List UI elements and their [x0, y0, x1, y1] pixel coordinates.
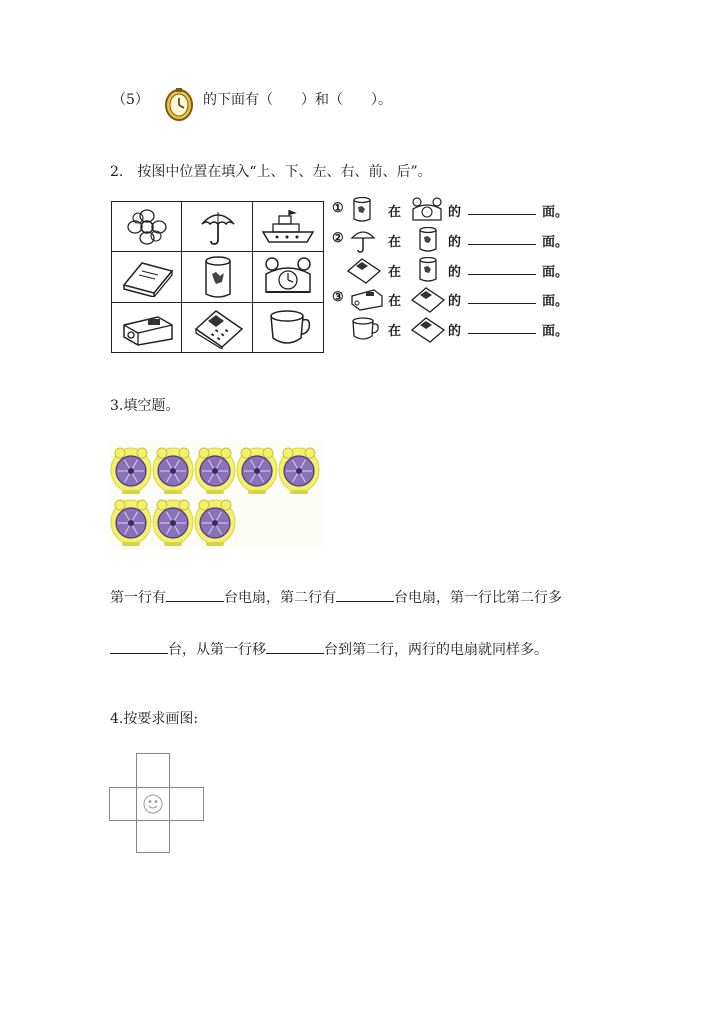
q2-row-3-mian: 面。: [542, 265, 569, 280]
q3-line-1-b: 台电扇，第二行有: [224, 590, 336, 606]
q2-row-2-mian: 面。: [542, 235, 569, 250]
cup-icon: [202, 256, 234, 300]
umbrella-icon: [198, 208, 238, 246]
q3-title: 3.填空题。: [110, 398, 180, 414]
electric-fan-icon: [195, 500, 235, 546]
cross-net-figure: [108, 752, 208, 854]
q2-title: 2. 按图中位置在填入“上、下、左、右、前、后”。: [110, 164, 432, 180]
q3-line-1: [110, 587, 562, 607]
calculator-icon: [346, 257, 382, 285]
q2-row-1-answer-blank[interactable]: [468, 214, 536, 215]
calculator-icon: [192, 307, 246, 349]
electric-fan-icon: [111, 448, 151, 494]
smiley-face-icon: [144, 795, 162, 813]
q2-row-2-answer-blank[interactable]: [468, 244, 536, 245]
alarm-clock-icon: [262, 256, 314, 298]
q2-row-5-de: 的: [448, 324, 462, 339]
q2-row-2-de: 的: [448, 235, 462, 250]
q2-row-3-answer-blank[interactable]: [468, 274, 536, 275]
q3-line-1-a: 第一行有: [110, 590, 166, 606]
calculator-icon: [410, 286, 446, 314]
electric-fan-icon: [153, 448, 193, 494]
q2-row-1-de: 的: [448, 205, 462, 220]
q2-row-4-marker: ③: [332, 290, 344, 305]
mug-icon: [267, 308, 311, 348]
q3-blank-row2-count[interactable]: [336, 587, 394, 602]
q2-row-1-zai: 在: [388, 205, 402, 220]
q2-row-4-de: 的: [448, 294, 462, 309]
q2-row-2-zai: 在: [388, 235, 402, 250]
umbrella-icon: [350, 227, 376, 253]
q3-blank-row1-count[interactable]: [166, 587, 224, 602]
q2-row-1-marker: ①: [332, 201, 344, 216]
cup-icon: [352, 197, 372, 223]
q2-row-5-mian: 面。: [542, 324, 569, 339]
clock-icon: [163, 86, 195, 122]
q2-row-3-de: 的: [448, 265, 462, 280]
q2-row-1-mian: 面。: [542, 205, 569, 220]
cup-icon: [418, 227, 438, 253]
flower-icon: [125, 208, 169, 246]
q2-row-3-zai: 在: [388, 265, 402, 280]
position-grid: [111, 201, 324, 353]
electric-fan-icon: [111, 500, 151, 546]
electric-fan-icon: [237, 448, 277, 494]
boat-icon: [259, 208, 317, 246]
q4-title: 4.按要求画图:: [110, 711, 199, 727]
q3-line-2: [110, 639, 548, 659]
q2-row-5-answer-blank[interactable]: [468, 333, 536, 334]
calculator-icon: [410, 316, 446, 344]
q5-text: 的下面有（ ）和（ ）。: [203, 92, 392, 108]
q3-blank-move-count[interactable]: [266, 639, 324, 654]
q2-row-2-marker: ②: [332, 231, 344, 246]
cup-icon: [418, 257, 438, 283]
q2-row-4-zai: 在: [388, 294, 402, 309]
fan-picture: [110, 440, 322, 550]
pencil-sharpener-icon: [350, 286, 384, 312]
pencil-sharpener-icon: [120, 309, 176, 347]
electric-fan-group: [110, 440, 322, 550]
electric-fan-icon: [279, 448, 319, 494]
alarm-clock-icon: [410, 197, 444, 223]
q2-row-4-mian: 面。: [542, 294, 569, 309]
q3-line-1-c: 台电扇，第一行比第二行多: [394, 590, 562, 606]
q2-row-5-zai: 在: [388, 324, 402, 339]
q3-line-2-a: 台，从第一行移: [168, 642, 266, 658]
electric-fan-icon: [153, 500, 193, 546]
q5-number: （5）: [112, 92, 149, 108]
q3-blank-difference[interactable]: [110, 639, 168, 654]
mug-icon: [350, 316, 380, 342]
q3-line-2-b: 台到第二行，两行的电扇就同样多。: [324, 642, 548, 658]
q5-line: [112, 89, 149, 109]
book-icon: [120, 257, 176, 297]
q2-row-4-answer-blank[interactable]: [468, 303, 536, 304]
electric-fan-icon: [195, 448, 235, 494]
